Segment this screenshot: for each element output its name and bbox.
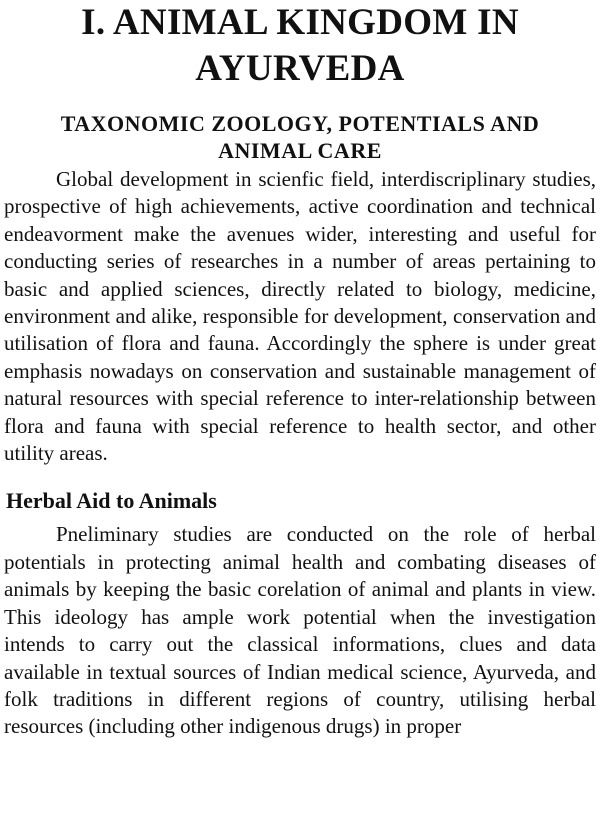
chapter-title-line-1: I. ANIMAL KINGDOM IN bbox=[81, 2, 519, 43]
section-title-line-1: TAXONOMIC ZOOLOGY, POTENTIALS AND bbox=[60, 111, 540, 136]
chapter-title-line-2: AYURVEDA bbox=[195, 48, 405, 89]
subsection-paragraph: Pneliminary studies are conducted on the role of herbal potentials in protecting animal health and combating diseases of animals by keeping the basic corelation of animal and plants in view. This ideology has ample work potential when the investigation intends to carry out the classical informations, clues and data available in textual sources of Indian medical science, Ayurveda, and folk traditions in different regions of country, utilising herbal resources (including other indigenous drugs) in proper bbox=[4, 522, 596, 739]
section-title bbox=[4, 110, 596, 164]
chapter-title bbox=[4, 0, 596, 92]
subsection-heading: Herbal Aid to Animals bbox=[6, 488, 217, 514]
section-paragraph: Global development in scienfic field, interdiscriplinary studies, prospective of high achievements, active coordination and technical endeavorment make the avenues wider, interesting and useful for conducting series of researches in a number of areas pertaining to basic and applied sciences, directly related to biology, medicine, environment and alike, responsible for development, conservation and utilisation of flora and fauna. Accordingly the sphere is under great emphasis nowadays on conservation and sustainable management of natural resources with special reference to inter-relationship between flora and fauna with special reference to health sector, and other utility areas. bbox=[4, 167, 596, 466]
section-title-line-2: ANIMAL CARE bbox=[218, 138, 382, 163]
